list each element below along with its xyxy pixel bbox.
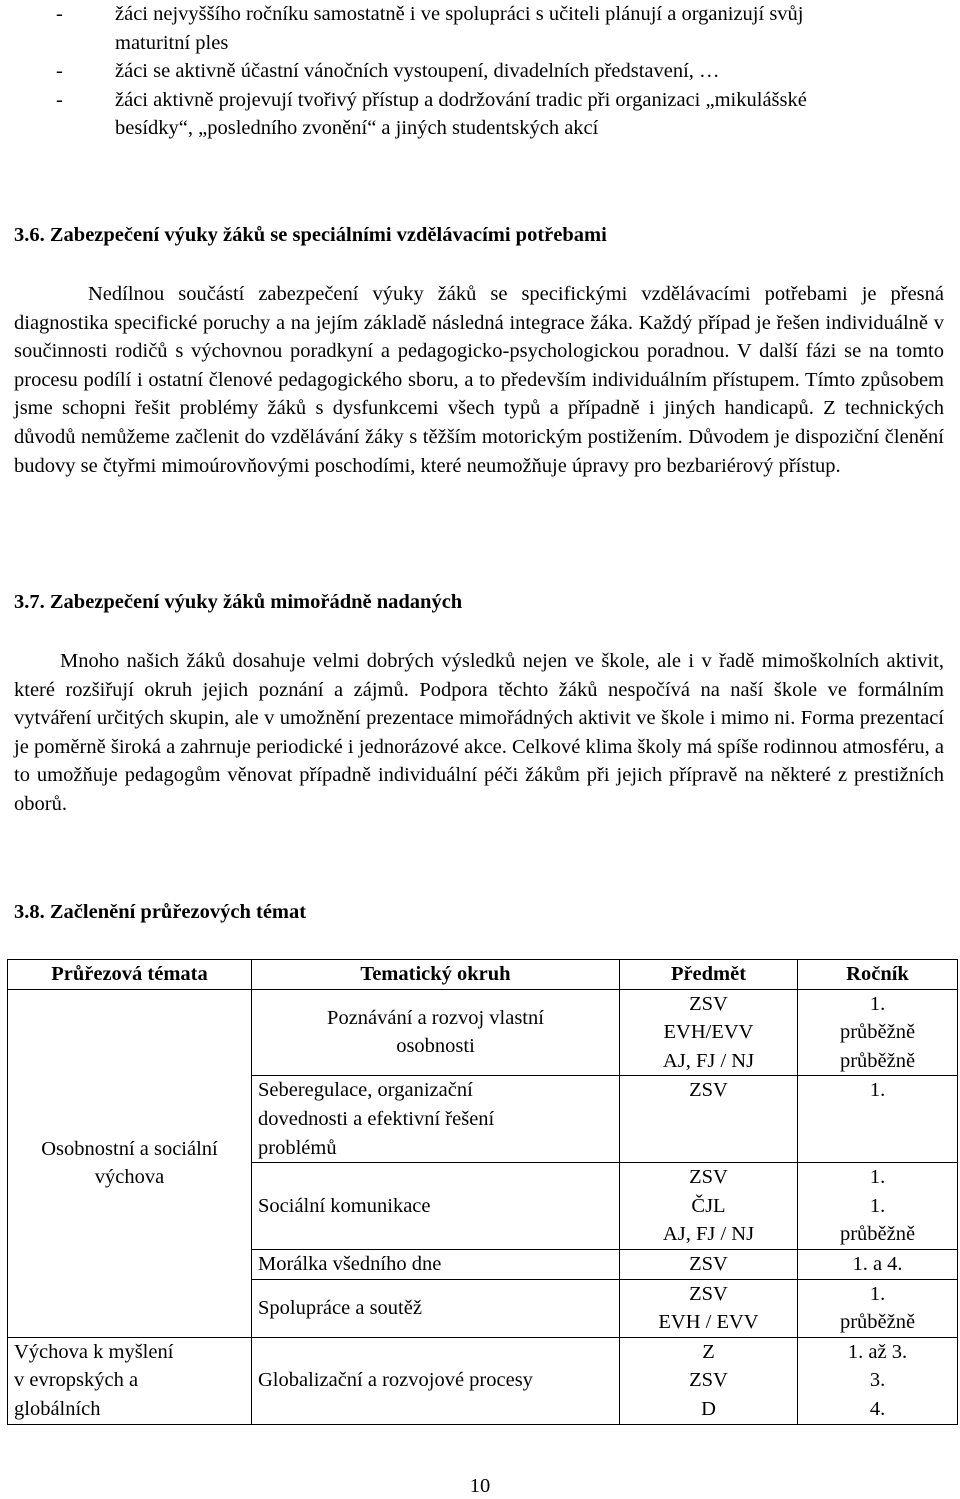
list-item-line: besídky“, „posledního zvonění“ a jiných studentských akcí — [115, 117, 599, 140]
subject-cell: ZSV — [620, 1076, 798, 1163]
subject-cell: ZSV EVH / EVV — [620, 1279, 798, 1337]
list-item: - žáci se aktivně účastní vánočních vystoupení, divadelních představení, … — [56, 57, 956, 86]
list-item: - žáci aktivně projevují tvořivý přístup a dodržování tradic při organizaci „mikulášské besídky“, „posledního zvonění“ a jiných studentských akcí — [56, 86, 956, 143]
table-header-row — [8, 960, 958, 990]
year-cell: 1. 1. průběžně — [798, 1163, 958, 1250]
section-heading-3-8: 3.8. Začlenění průřezových témat — [14, 901, 307, 923]
section-heading-3-7: 3.7. Zabezpečení výuky žáků mimořádně nadaných — [14, 591, 463, 613]
topic-cell: Globalizační a rozvojové procesy — [252, 1337, 620, 1424]
area-cell: Osobnostní a sociální výchova — [8, 989, 252, 1337]
subject-cell: ZSV — [620, 1249, 798, 1279]
paragraph-special-needs: Nedílnou součástí zabezpečení výuky žáků se specifickými vzdělávacími potřebami je přesná diagnostika specifické poruchy a na jejím základě následná integrace žáka. Každý případ je řešen individuálně v součinnosti rodičů s výchovnou poradkyní a pedagogicko-psychologickou poradnou. V další fázi se na tomto procesu podílí i ostatní členové pedagogického sboru, a to především individuálním přístupem. Tímto způsobem jsme schopni řešit problémy žáků s dysfunkcemi všech typů a případně i jiných handicapů. Z technických důvodů nemůžeme začlenit do vzdělávání žáky s těžším motorickým postižením. Důvodem je dispoziční členění budovy se čtyřmi mimoúrovňovými poschodími, které neumožňuje úpravy pro bezbariérový přístup. — [14, 283, 944, 477]
year-cell: 1. a 4. — [798, 1249, 958, 1279]
topic-cell: Spolupráce a soutěž — [252, 1279, 620, 1337]
year-cell: 1. — [798, 1076, 958, 1163]
column-header: Předmět — [620, 960, 798, 990]
area-cell: Výchova k myšlení v evropských a globálních — [8, 1337, 252, 1424]
list-item: - žáci nejvyššího ročníku samostatně i ve spolupráci s učiteli plánují a organizují svůj maturitní ples — [56, 0, 956, 57]
column-header: Ročník — [798, 960, 958, 990]
year-cell: 1. průběžně průběžně — [798, 989, 958, 1076]
paragraph-gifted-students: Mnoho našich žáků dosahuje velmi dobrých výsledků nejen ve škole, ale i v řadě mimoškolních aktivit, které rozšiřují okruh jejich poznání a zájmů. Podpora těchto žáků nespočívá na naší škole ve formálním vytváření určitých skupin, ale v umožnění prezentace mimořádných aktivit ve škole i mimo ni. Forma prezentací je poměrně široká a zahrnuje periodické i jednorázové akce. Celkové klima školy má spíše rodinnou atmosféru, a to umožňuje pedagogům věnovat případně individuální péči žákům při jejich přípravě na některé z prestižních oborů. — [14, 650, 944, 815]
year-cell: 1. průběžně — [798, 1279, 958, 1337]
table-row — [8, 1337, 958, 1424]
subject-cell: ZSV ČJL AJ, FJ / NJ — [620, 1163, 798, 1250]
subject-cell: Z ZSV D — [620, 1337, 798, 1424]
activities-bullet-list — [56, 0, 956, 143]
topic-cell: Sociální komunikace — [252, 1163, 620, 1250]
column-header: Tematický okruh — [252, 960, 620, 990]
subject-cell: ZSV EVH/EVV AJ, FJ / NJ — [620, 989, 798, 1076]
list-item-line: žáci aktivně projevují tvořivý přístup a dodržování tradic při organizaci „mikulášské — [115, 88, 807, 111]
section-heading-3-6: 3.6. Zabezpečení výuky žáků se speciálními vzdělávacími potřebami — [14, 224, 607, 246]
cross-curricular-table — [7, 959, 958, 1425]
column-header: Průřezová témata — [8, 960, 252, 990]
list-item-line: maturitní ples — [115, 31, 229, 54]
list-item-line: žáci se aktivně účastní vánočních vystoupení, divadelních představení, … — [115, 60, 720, 83]
list-item-line: žáci nejvyššího ročníku samostatně i ve spolupráci s učiteli plánují a organizují svůj — [115, 3, 804, 25]
page-number: 10 — [469, 1475, 491, 1497]
year-cell: 1. až 3. 3. 4. — [798, 1337, 958, 1424]
topic-cell: Poznávání a rozvoj vlastní osobnosti — [252, 989, 620, 1076]
topic-cell: Morálka všedního dne — [252, 1249, 620, 1279]
table-row — [8, 989, 958, 1076]
topic-cell: Seberegulace, organizační dovednosti a efektivní řešení problémů — [252, 1076, 620, 1163]
